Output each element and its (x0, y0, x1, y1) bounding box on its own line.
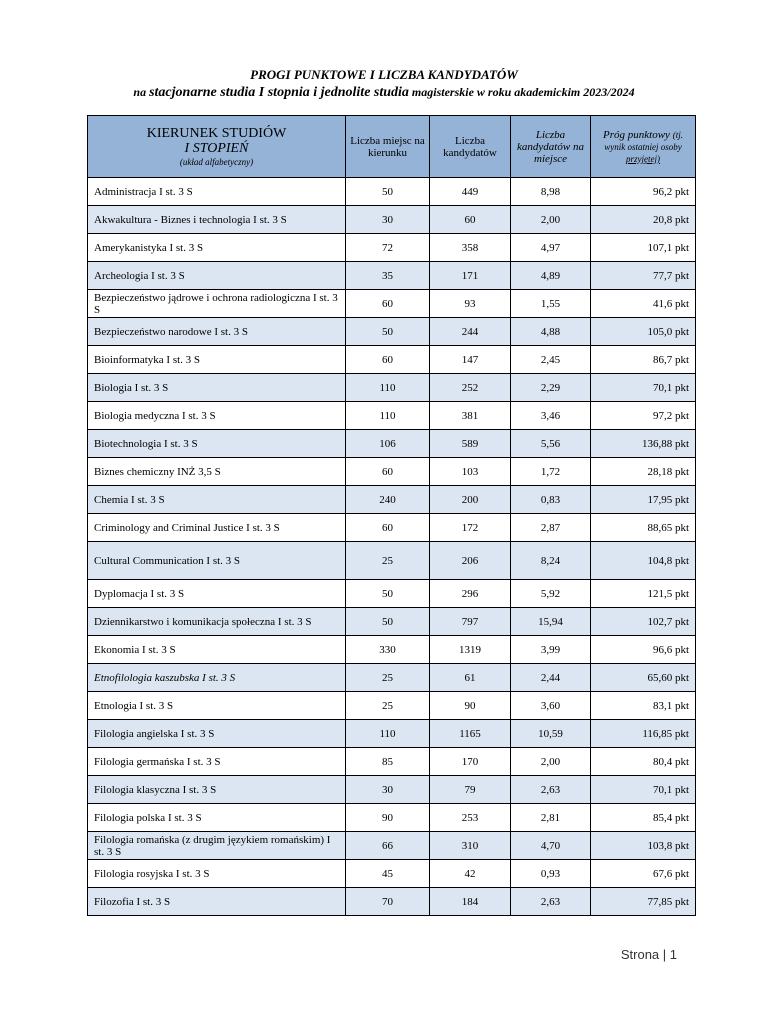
cell-liczba-kandydatow: 206 (430, 542, 511, 580)
cell-kierunek: Amerykanistyka I st. 3 S (88, 234, 346, 262)
admission-thresholds-table (87, 115, 696, 916)
cell-kandydatow-na-miejsce: 1,55 (511, 290, 591, 318)
table-row (88, 664, 696, 692)
cell-kierunek: Filologia romańska (z drugim językiem romańskim) I st. 3 S (88, 832, 346, 860)
cell-liczba-miejsc: 50 (346, 608, 430, 636)
cell-liczba-miejsc: 60 (346, 458, 430, 486)
cell-kierunek: Filologia angielska I st. 3 S (88, 720, 346, 748)
cell-liczba-kandydatow: 184 (430, 888, 511, 916)
cell-kandydatow-na-miejsce: 3,60 (511, 692, 591, 720)
table-row (88, 430, 696, 458)
table-row (88, 458, 696, 486)
cell-kierunek: Administracja I st. 3 S (88, 178, 346, 206)
cell-liczba-kandydatow: 296 (430, 580, 511, 608)
cell-kierunek: Ekonomia I st. 3 S (88, 636, 346, 664)
cell-prog-punktowy: 28,18 pkt (591, 458, 696, 486)
cell-liczba-miejsc: 30 (346, 776, 430, 804)
cell-liczba-miejsc: 50 (346, 580, 430, 608)
cell-prog-punktowy: 83,1 pkt (591, 692, 696, 720)
cell-liczba-kandydatow: 103 (430, 458, 511, 486)
cell-prog-punktowy: 20,8 pkt (591, 206, 696, 234)
cell-kandydatow-na-miejsce: 4,70 (511, 832, 591, 860)
cell-prog-punktowy: 103,8 pkt (591, 832, 696, 860)
cell-prog-punktowy: 77,7 pkt (591, 262, 696, 290)
cell-kandydatow-na-miejsce: 4,89 (511, 262, 591, 290)
cell-prog-punktowy: 136,88 pkt (591, 430, 696, 458)
cell-liczba-kandydatow: 79 (430, 776, 511, 804)
cell-liczba-miejsc: 110 (346, 720, 430, 748)
cell-prog-punktowy: 107,1 pkt (591, 234, 696, 262)
cell-kandydatow-na-miejsce: 15,94 (511, 608, 591, 636)
cell-kandydatow-na-miejsce: 4,88 (511, 318, 591, 346)
cell-liczba-kandydatow: 381 (430, 402, 511, 430)
table-row (88, 514, 696, 542)
cell-liczba-kandydatow: 147 (430, 346, 511, 374)
table-row (88, 860, 696, 888)
cell-kandydatow-na-miejsce: 2,81 (511, 804, 591, 832)
cell-kandydatow-na-miejsce: 5,92 (511, 580, 591, 608)
cell-kandydatow-na-miejsce: 8,24 (511, 542, 591, 580)
table-row (88, 234, 696, 262)
cell-kierunek: Akwakultura - Biznes i technologia I st. 3 S (88, 206, 346, 234)
cell-kierunek: Archeologia I st. 3 S (88, 262, 346, 290)
cell-liczba-miejsc: 25 (346, 692, 430, 720)
cell-liczba-kandydatow: 244 (430, 318, 511, 346)
cell-liczba-kandydatow: 93 (430, 290, 511, 318)
cell-prog-punktowy: 97,2 pkt (591, 402, 696, 430)
table-row (88, 402, 696, 430)
cell-kierunek: Biotechnologia I st. 3 S (88, 430, 346, 458)
table-row (88, 542, 696, 580)
cell-kandydatow-na-miejsce: 2,45 (511, 346, 591, 374)
cell-prog-punktowy: 70,1 pkt (591, 776, 696, 804)
cell-liczba-miejsc: 50 (346, 178, 430, 206)
cell-kandydatow-na-miejsce: 5,56 (511, 430, 591, 458)
page-number: Strona | 1 (620, 947, 677, 962)
table-row (88, 748, 696, 776)
header-kandydatow-na-miejsce: Liczba kandydatów na miejsce (511, 116, 591, 178)
table-row (88, 262, 696, 290)
cell-kierunek: Bezpieczeństwo jądrowe i ochrona radiologiczna I st. 3 S (88, 290, 346, 318)
cell-kandydatow-na-miejsce: 2,00 (511, 748, 591, 776)
cell-prog-punktowy: 77,85 pkt (591, 888, 696, 916)
cell-liczba-miejsc: 72 (346, 234, 430, 262)
cell-prog-punktowy: 88,65 pkt (591, 514, 696, 542)
cell-liczba-miejsc: 60 (346, 290, 430, 318)
cell-liczba-kandydatow: 170 (430, 748, 511, 776)
cell-liczba-miejsc: 106 (346, 430, 430, 458)
cell-liczba-kandydatow: 252 (430, 374, 511, 402)
cell-liczba-miejsc: 90 (346, 804, 430, 832)
cell-kierunek: Dziennikarstwo i komunikacja społeczna I st. 3 S (88, 608, 346, 636)
cell-liczba-miejsc: 60 (346, 514, 430, 542)
cell-liczba-miejsc: 70 (346, 888, 430, 916)
cell-kierunek: Chemia I st. 3 S (88, 486, 346, 514)
cell-liczba-miejsc: 30 (346, 206, 430, 234)
cell-prog-punktowy: 102,7 pkt (591, 608, 696, 636)
cell-liczba-miejsc: 25 (346, 542, 430, 580)
cell-kandydatow-na-miejsce: 2,87 (511, 514, 591, 542)
cell-liczba-kandydatow: 171 (430, 262, 511, 290)
cell-liczba-miejsc: 330 (346, 636, 430, 664)
cell-prog-punktowy: 65,60 pkt (591, 664, 696, 692)
table-body (88, 178, 696, 916)
cell-kierunek: Filozofia I st. 3 S (88, 888, 346, 916)
cell-kandydatow-na-miejsce: 3,99 (511, 636, 591, 664)
table-row (88, 206, 696, 234)
table-row (88, 720, 696, 748)
cell-liczba-miejsc: 110 (346, 402, 430, 430)
cell-kandydatow-na-miejsce: 2,63 (511, 888, 591, 916)
cell-liczba-kandydatow: 449 (430, 178, 511, 206)
header-kierunek-line1: KIERUNEK STUDIÓW (146, 125, 287, 141)
table-row (88, 804, 696, 832)
header-prog-line3: przyjętej) (626, 153, 660, 164)
cell-prog-punktowy: 85,4 pkt (591, 804, 696, 832)
cell-liczba-kandydatow: 172 (430, 514, 511, 542)
cell-prog-punktowy: 121,5 pkt (591, 580, 696, 608)
cell-prog-punktowy: 70,1 pkt (591, 374, 696, 402)
table-row (88, 580, 696, 608)
cell-kandydatow-na-miejsce: 0,93 (511, 860, 591, 888)
cell-kierunek: Cultural Communication I st. 3 S (88, 542, 346, 580)
cell-kandydatow-na-miejsce: 2,29 (511, 374, 591, 402)
table-row (88, 888, 696, 916)
cell-prog-punktowy: 17,95 pkt (591, 486, 696, 514)
cell-liczba-kandydatow: 358 (430, 234, 511, 262)
cell-kandydatow-na-miejsce: 2,44 (511, 664, 591, 692)
cell-kandydatow-na-miejsce: 2,63 (511, 776, 591, 804)
table-row (88, 178, 696, 206)
table-row (88, 832, 696, 860)
cell-liczba-miejsc: 60 (346, 346, 430, 374)
header-kierunek-line3: (układ alfabetyczny) (179, 156, 254, 167)
cell-kierunek: Bioinformatyka I st. 3 S (88, 346, 346, 374)
cell-kierunek: Etnologia I st. 3 S (88, 692, 346, 720)
cell-liczba-miejsc: 110 (346, 374, 430, 402)
table-row (88, 636, 696, 664)
table-row (88, 776, 696, 804)
subtitle-part1: na (133, 85, 147, 99)
cell-liczba-miejsc: 240 (346, 486, 430, 514)
cell-kandydatow-na-miejsce: 10,59 (511, 720, 591, 748)
cell-prog-punktowy: 116,85 pkt (591, 720, 696, 748)
table-row (88, 608, 696, 636)
cell-liczba-kandydatow: 310 (430, 832, 511, 860)
cell-liczba-miejsc: 85 (346, 748, 430, 776)
cell-liczba-miejsc: 35 (346, 262, 430, 290)
header-liczba-miejsc: Liczba miejsc na kierunku (346, 116, 430, 178)
table-row (88, 692, 696, 720)
cell-prog-punktowy: 86,7 pkt (591, 346, 696, 374)
table-row (88, 374, 696, 402)
header-kierunek-line2: I STOPIEŃ (184, 140, 249, 156)
cell-kierunek: Biznes chemiczny INŻ 3,5 S (88, 458, 346, 486)
cell-liczba-miejsc: 45 (346, 860, 430, 888)
page-subtitle (0, 84, 768, 101)
cell-liczba-kandydatow: 589 (430, 430, 511, 458)
cell-kierunek: Filologia polska I st. 3 S (88, 804, 346, 832)
cell-prog-punktowy: 105,0 pkt (591, 318, 696, 346)
cell-liczba-kandydatow: 1319 (430, 636, 511, 664)
header-prog-line2: (tj. wynik ostatniej osoby (604, 129, 683, 152)
cell-prog-punktowy: 67,6 pkt (591, 860, 696, 888)
cell-liczba-kandydatow: 797 (430, 608, 511, 636)
header-kierunek (88, 116, 346, 178)
cell-kierunek: Dyplomacja I st. 3 S (88, 580, 346, 608)
cell-kierunek: Biologia I st. 3 S (88, 374, 346, 402)
subtitle-part2: stacjonarne studia I stopnia i jednolite studia (149, 85, 409, 100)
header-liczba-kandydatow: Liczba kandydatów (430, 116, 511, 178)
page-title: PROGI PUNKTOWE I LICZBA KANDYDATÓW (250, 67, 518, 82)
cell-liczba-kandydatow: 1165 (430, 720, 511, 748)
cell-liczba-kandydatow: 200 (430, 486, 511, 514)
cell-prog-punktowy: 96,2 pkt (591, 178, 696, 206)
cell-liczba-kandydatow: 90 (430, 692, 511, 720)
cell-liczba-miejsc: 25 (346, 664, 430, 692)
cell-prog-punktowy: 96,6 pkt (591, 636, 696, 664)
header-prog-line1: Próg punktowy (603, 128, 670, 141)
table-row (88, 486, 696, 514)
cell-liczba-kandydatow: 253 (430, 804, 511, 832)
cell-liczba-kandydatow: 61 (430, 664, 511, 692)
cell-prog-punktowy: 104,8 pkt (591, 542, 696, 580)
cell-kierunek: Biologia medyczna I st. 3 S (88, 402, 346, 430)
cell-liczba-kandydatow: 42 (430, 860, 511, 888)
table-row (88, 290, 696, 318)
subtitle-part3: magisterskie w roku akademickim 2023/2024 (411, 85, 635, 99)
cell-kierunek: Criminology and Criminal Justice I st. 3 S (88, 514, 346, 542)
cell-liczba-miejsc: 50 (346, 318, 430, 346)
cell-kandydatow-na-miejsce: 4,97 (511, 234, 591, 262)
cell-liczba-miejsc: 66 (346, 832, 430, 860)
cell-kierunek: Etnofilologia kaszubska I st. 3 S (88, 664, 346, 692)
cell-kierunek: Filologia rosyjska I st. 3 S (88, 860, 346, 888)
cell-kierunek: Bezpieczeństwo narodowe I st. 3 S (88, 318, 346, 346)
cell-kierunek: Filologia klasyczna I st. 3 S (88, 776, 346, 804)
cell-liczba-kandydatow: 60 (430, 206, 511, 234)
cell-kierunek: Filologia germańska I st. 3 S (88, 748, 346, 776)
cell-kandydatow-na-miejsce: 2,00 (511, 206, 591, 234)
table-row (88, 318, 696, 346)
cell-kandydatow-na-miejsce: 1,72 (511, 458, 591, 486)
cell-prog-punktowy: 41,6 pkt (591, 290, 696, 318)
cell-kandydatow-na-miejsce: 0,83 (511, 486, 591, 514)
cell-kandydatow-na-miejsce: 3,46 (511, 402, 591, 430)
table-row (88, 346, 696, 374)
header-prog-punktowy (591, 116, 696, 178)
cell-kandydatow-na-miejsce: 8,98 (511, 178, 591, 206)
cell-prog-punktowy: 80,4 pkt (591, 748, 696, 776)
table-header-row (88, 116, 696, 178)
